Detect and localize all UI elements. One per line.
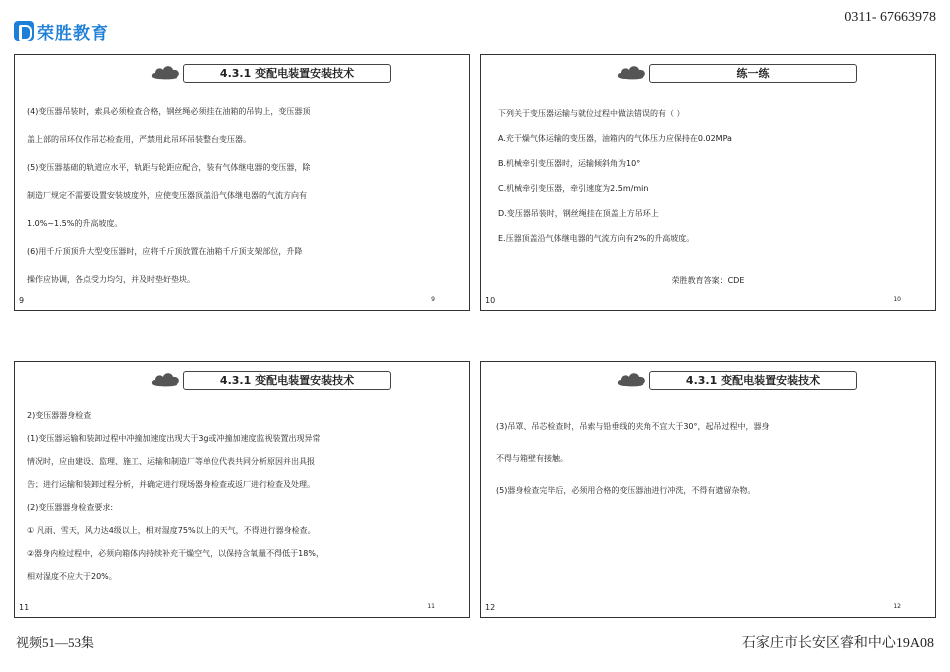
- cloud-icon: [617, 63, 647, 81]
- text-line: ②器身内检过程中，必须向箱体内持续补充干燥空气，以保持含氧量不得低于18%，: [27, 549, 324, 558]
- cloud-icon: [617, 370, 647, 388]
- text-line: (4)变压器吊装时，索具必须检查合格，钢丝绳必须挂在油箱的吊钩上，变压器顶: [27, 107, 311, 116]
- slide-title: 练一练: [649, 64, 857, 83]
- slide-title: 4.3.1 变配电装置安装技术: [183, 371, 391, 390]
- text-line: (3)吊罩、吊芯检查时，吊索与铅垂线的夹角不宜大于30°，起吊过程中，器身: [496, 422, 770, 431]
- question-body: [498, 109, 923, 244]
- slide-number: 12: [893, 603, 901, 610]
- option-b: B.机械牵引变压器时，运输倾斜角为10°: [498, 159, 641, 168]
- page-number: 9: [19, 296, 25, 305]
- slide-11: [14, 361, 470, 618]
- brand-logo-icon: [14, 21, 34, 41]
- question-stem: 下列关于变压器运输与就位过程中做法错误的有（ ）: [498, 109, 685, 118]
- slide-number: 9: [431, 296, 435, 303]
- text-line: (6)用千斤顶顶升大型变压器时，应将千斤顶放置在油箱千斤顶支架部位，升降: [27, 247, 303, 256]
- footer-video-range: 视频51—53集: [16, 635, 95, 650]
- footer-address: 石家庄市长安区睿和中心19A08: [741, 636, 934, 651]
- text-line: 1.0%~1.5%的升高坡度。: [27, 219, 123, 228]
- cloud-icon: [151, 370, 181, 388]
- text-line: 相对湿度不应大于20%。: [27, 572, 117, 581]
- text-line: 不得与箱壁有接触。: [496, 454, 568, 463]
- page-number: 10: [485, 296, 496, 305]
- text-line: (2)变压器器身检查要求:: [27, 503, 114, 512]
- slide-9: [14, 54, 470, 311]
- text-line: 盖上部的吊环仅作吊芯检查用，严禁用此吊环吊装整台变压器。: [27, 135, 251, 144]
- slide-10: [480, 54, 936, 311]
- text-line: 情况时，应由建设、监理、施工、运输和制造厂等单位代表共同分析原因并出具报: [27, 457, 315, 466]
- text-line: 制造厂规定不需要设置安装坡度外，应使变压器顶盖沿气体继电器的气流方向有: [27, 191, 307, 200]
- slide-body: [27, 411, 457, 582]
- text-line: ① 凡雨、雪天，风力达4级以上，相对湿度75%以上的天气，不得进行器身检查。: [27, 526, 316, 535]
- option-c: C.机械牵引变压器，牵引速度为2.5m/min: [498, 184, 649, 193]
- text-line: (5)器身检查完毕后，必须用合格的变压器油进行冲洗，不得有遗留杂物。: [496, 486, 756, 495]
- option-e: E.压器顶盖沿气体继电器的气流方向有2%的升高坡度。: [498, 234, 695, 243]
- slide-body: [27, 107, 457, 285]
- option-d: D.变压器吊装时，钢丝绳挂在顶盖上方吊环上: [498, 209, 659, 218]
- brand-logo: [14, 18, 109, 44]
- slide-title: 4.3.1 变配电装置安装技术: [649, 371, 857, 390]
- slide-12: [480, 361, 936, 618]
- text-line: (1)变压器运输和装卸过程中冲撞加速度出现大于3g或冲撞加速度监视装置出现异常: [27, 434, 321, 443]
- text-line: (5)变压器基础的轨道应水平，轨距与轮距应配合，装有气体继电器的变压器，除: [27, 163, 311, 172]
- cloud-icon: [151, 63, 181, 81]
- slide-number: 11: [427, 603, 435, 610]
- slide-number: 10: [893, 296, 901, 303]
- text-line: 操作应协调，各点受力均匀，并及时垫好垫块。: [27, 275, 195, 284]
- slide-body: [496, 422, 923, 496]
- page-number: 12: [485, 603, 496, 612]
- text-line: 告；进行运输和装卸过程分析，并确定进行现场器身检查或返厂进行检查及处理。: [27, 480, 315, 489]
- brand-name: 荣胜教育: [37, 23, 109, 44]
- slide-title: 4.3.1 变配电装置安装技术: [183, 64, 391, 83]
- phone-number: 0311- 67663978: [844, 10, 936, 25]
- page-number: 11: [19, 603, 30, 612]
- text-line: 2)变压器器身检查: [27, 411, 92, 420]
- answer-text: 荣胜教育答案：CDE: [671, 276, 745, 285]
- option-a: A.充干燥气体运输的变压器，油箱内的气体压力应保持在0.02MPa: [498, 134, 732, 143]
